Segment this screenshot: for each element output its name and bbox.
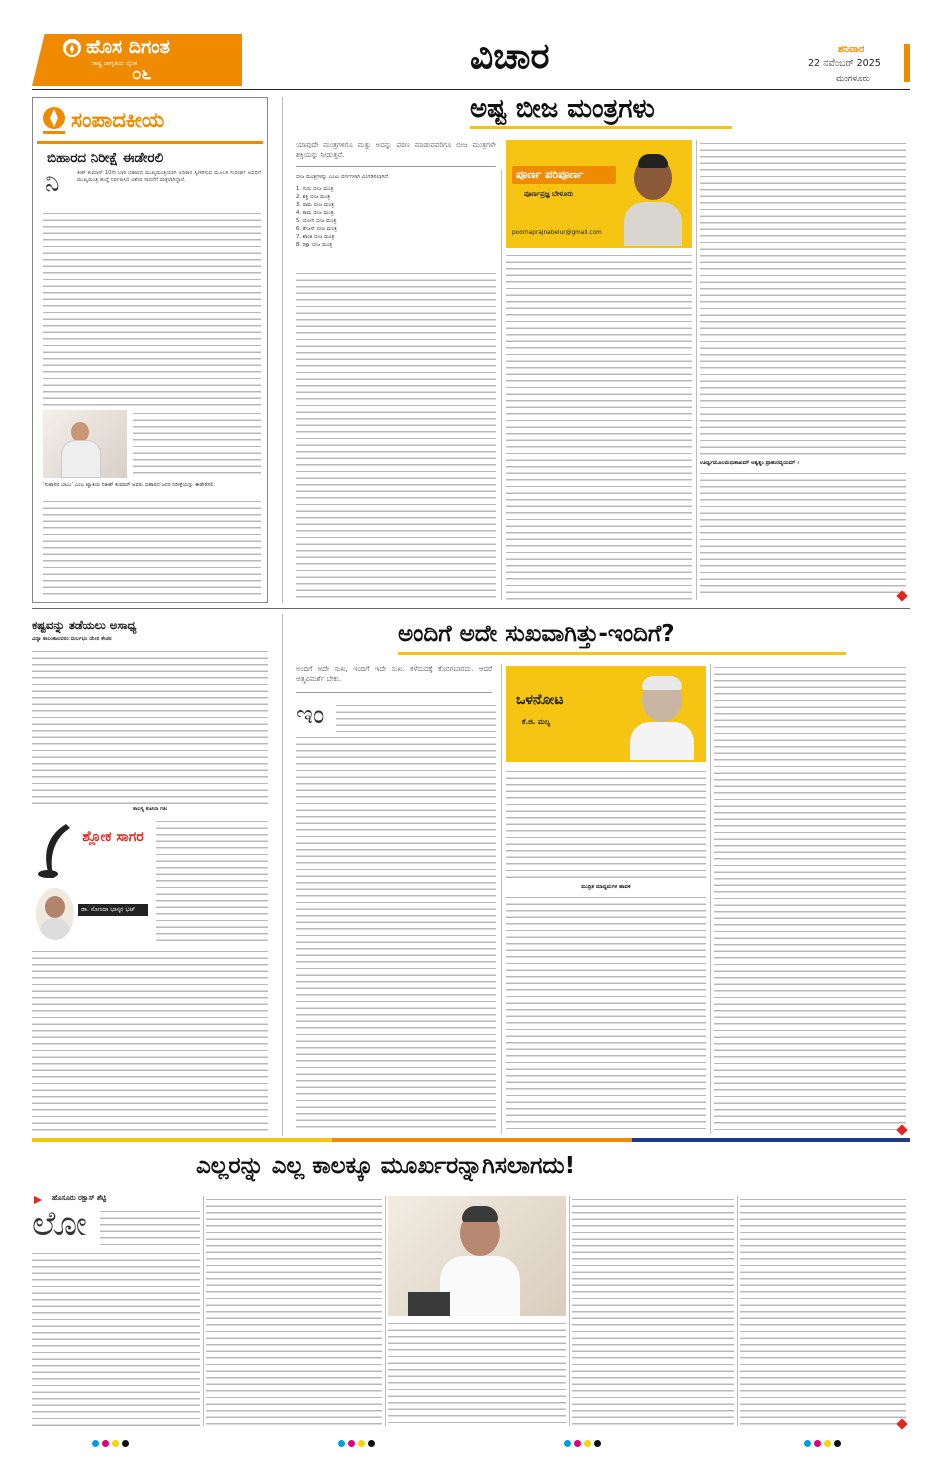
second-article-col3 (714, 664, 906, 1132)
bottom-col4 (572, 1196, 734, 1426)
feather-icon (36, 822, 76, 882)
editorial-dropcap: ನಿ (45, 168, 60, 198)
columnist-author: ಪೂರ್ಣಪ್ರಜ್ಞ ಬೇಳೂರು (524, 190, 574, 198)
section-rule-1 (32, 608, 910, 609)
divider-v5 (501, 664, 502, 1134)
list-item: 4. ಕಾಮ ಬೀಜ ಮಂತ್ರ (296, 210, 334, 216)
second-article-intro: ಅಂದಿಗೆ ಅದೇ ಸುಖ, ಇಂದಿಗೆ ಇದೇ ಸುಖ. ಕಳೆದುದಕ್ಕೆ ಕೊರಗಬಾರದು. ಆದರೆ ಆತ್ಮವಿಮರ್ಶೆ ಬೇಕು. (296, 665, 492, 683)
masthead-city: ಮಂಗಳೂರು (836, 74, 870, 84)
logo-emblem-icon (63, 39, 81, 57)
divider-v2 (501, 170, 502, 600)
divider-v9 (569, 1196, 570, 1426)
registration-marks-right (804, 1440, 864, 1448)
shloka-author-photo (36, 888, 74, 940)
main-article-col3b (700, 470, 906, 594)
logo-text: ಹೊಸ ದಿಗಂತ (86, 36, 170, 58)
editorial-body-2 (43, 498, 261, 598)
divider-v4 (282, 614, 283, 1136)
second-article-col1 (296, 734, 496, 1132)
olanota-column-name: ಒಳನೋಟ (516, 692, 564, 708)
main-article-title-underline (470, 126, 732, 129)
list-item: 1. ಗುರು ಬೀಜ ಮಂತ್ರ (296, 186, 334, 192)
second-article-subheading: ಮುದ್ರಿತ ಮಾಧ್ಯಮಗಳ ಹಾವಳಿ (581, 884, 631, 890)
shloka-column-name: ಶ್ಲೋಕ ಸಾಗರ (82, 829, 144, 845)
list-item: 8. ರಕ್ಷಾ ಬೀಜ ಮಂತ್ರ (296, 242, 333, 248)
columnist-box (506, 140, 692, 248)
editorial-header (37, 102, 263, 144)
olanota-box (506, 666, 706, 762)
main-article-col3 (700, 140, 906, 458)
second-article-dropcap: ಇಂ (296, 700, 325, 730)
intro-rule (296, 166, 496, 167)
columnist-email: poornaprajnabelur@gmail.com (512, 230, 602, 236)
section-title: ವಿಚಾರ (470, 36, 550, 77)
main-article-col1 (296, 270, 496, 600)
bottom-col3 (388, 1320, 566, 1426)
registration-marks-mid (564, 1440, 624, 1448)
olanota-author: ಕೆ.ಜಿ. ಮಲ್ಯ (522, 718, 551, 726)
editorial-quote: ‘ಸುಶಾಸನ ಬಾಬು’ ಎಂಬ ಖ್ಯಾತಿಯ ನಿತೀಶ್ ಕುಮಾರ್ ಅವರು ಬಿಹಾರದ ಜನರ ನಿರೀಕ್ಷೆಯನ್ನು ಈಡೇರಿಸಲಿ. (43, 482, 216, 488)
left-column-body-side (156, 818, 268, 944)
column-name: ಪೂರ್ಣ ಪರಿಪೂರ್ಣ (516, 168, 584, 181)
bija-list (296, 186, 496, 268)
bottom-article-author: ಹೊಸೂರು ರಕ್ಷಾಸ್ ಶೆಟ್ಟಿ (52, 1194, 107, 1202)
masthead-side-bar (904, 44, 910, 82)
editorial-box (32, 97, 268, 603)
logo-tagline: ರಾಷ್ಟ್ರ ಜಾಗೃತಿಯ ದೈನಿಕ (92, 60, 138, 67)
registration-marks-center (338, 1440, 398, 1448)
masthead-rule (32, 89, 910, 90)
second-intro-rule (296, 692, 492, 693)
left-column-body-2 (32, 948, 268, 1134)
divider-v8 (385, 1196, 386, 1426)
divider-v1 (282, 97, 283, 603)
left-column-verse: ಕಾಲಸ್ಯ ಕುಟಿಲಾ ಗತಿಃ (132, 806, 168, 812)
editorial-body-photo-side (133, 410, 261, 478)
editorial-body-1 (43, 210, 261, 408)
bottom-col2 (206, 1196, 382, 1426)
divider-v6 (710, 664, 711, 1134)
color-bar (32, 1138, 910, 1142)
page-number: ೦೬ (132, 64, 152, 84)
masthead-day: ಶನಿವಾರ (838, 44, 865, 55)
second-article-col2-a (506, 768, 706, 882)
bottom-article-dropcap: ಲೋ (32, 1204, 87, 1244)
second-article-title: ಅಂದಿಗೆ ಅದೇ ಸುಖವಾಗಿತ್ತು-ಇಂದಿಗೆ? (398, 621, 675, 647)
author-arrow-icon (34, 1196, 42, 1204)
bottom-article-title: ಎಲ್ಲರನ್ನು ಎಲ್ಲ ಕಾಲಕ್ಕೂ ಮೂರ್ಖರನ್ನಾಗಿಸಲಾಗದು! (196, 1153, 576, 1179)
left-column-headline: ಕಷ್ಟವನ್ನು ತಡೆಯಲು ಅಸಾಧ್ಯ (32, 618, 137, 632)
divider-v3 (696, 140, 697, 600)
bottom-article-photo (388, 1196, 566, 1316)
editorial-headline: ಬಿಹಾರದ ನಿರೀಕ್ಷೆ ಈಡೇರಲಿ (47, 150, 164, 166)
list-item: 3. ರಾಮ ಬೀಜ ಮಂತ್ರ (296, 202, 335, 208)
shloka-box (32, 818, 150, 944)
editorial-emblem-icon (41, 106, 67, 136)
left-column-subhead: ವಿದ್ಯಾ ಕಾಲಂಕಾಲವರಂ ದುರ್ಲಭಂ ಯೇನ ಕೇಚನ (32, 636, 112, 642)
shloka-author: ಡಾ. ಸೋಂದಾ ಭಾಸ್ಕರ ಭಟ್ (78, 904, 148, 916)
second-article-col1-top (336, 702, 496, 732)
list-item: 6. ತೇಜಸ್ ಬೀಜ ಮಂತ್ರ (296, 226, 337, 232)
second-article-title-underline (398, 652, 846, 655)
bottom-col5 (740, 1196, 906, 1426)
second-article-col2-b (506, 894, 706, 1132)
left-column-body-1 (32, 648, 268, 804)
bottom-col1 (32, 1250, 200, 1426)
divider-v7 (203, 1196, 204, 1426)
editorial-photo (43, 410, 127, 478)
main-article-title: ಅಷ್ಟ ಬೀಜ ಮಂತ್ರಗಳು (470, 94, 655, 124)
list-item: 7. ಶಾಂತಿ ಬೀಜ ಮಂತ್ರ (296, 234, 335, 240)
main-article-highlight: ಊರ್ಧ್ವಮೂಲಮಧಃಶಾಖಮ್ ಅಶ್ವತ್ಥಂ ಪ್ರಾಹುರವ್ಯಯಮ್ । (700, 460, 800, 466)
editorial-label: ಸಂಪಾದಕೀಯ (71, 108, 165, 132)
editorial-lead: ತೀಶ್ ಕುಮಾರ್ 10ನೇ ಬಾರಿ ಬಿಹಾರದ ಮುಖ್ಯಮಂತ್ರಿಯಾಗಿ ಅಧಿಕಾರ ಸ್ವೀಕರಿಸುವ ಮೂಲಕ ಸುದೀರ್ಘ ಅವಧಿಗೆ ಮುಖ್ಯಮಂತ್ರಿ ಹುದ್ದೆ ನಿರ್ವಹಿಸಿದ ವಿಶೇಷ ಸಾಧನೆಗೆ ಪಾತ್ರರಾಗಿದ್ದಾರೆ. (77, 170, 261, 183)
main-article-col2 (506, 252, 692, 600)
bottom-col1-top (100, 1208, 200, 1248)
masthead-date: 22 ನವೆಂಬರ್ 2025 (808, 58, 881, 69)
columnist-photo (618, 148, 688, 246)
olanota-photo (624, 670, 700, 760)
list-item: 2. ಶಕ್ತಿ ಬೀಜ ಮಂತ್ರ (296, 194, 331, 200)
list-heading: ಬೀಜ ಮಂತ್ರಗಳನ್ನು ಎಂಟು ವರ್ಗಗಳಾಗಿ ವಿಂಗಡಿಸಲಾಗಿದೆ. (296, 174, 390, 180)
divider-v10 (737, 1196, 738, 1426)
main-article-intro: ಯಾವುದೇ ಮಂತ್ರಗಳಿಗೂ ಮತ್ತು ಅದನ್ನು ಪಠಣ ಮಾಡುವವರಿಗೂ ಬೀಜ ಮಂತ್ರಗಳೇ ಶಕ್ತಿಯನ್ನು ನೀಡುತ್ತವೆ. (296, 141, 496, 159)
list-item: 5. ಯೋಗ ಬೀಜ ಮಂತ್ರ (296, 218, 337, 224)
registration-marks-left (92, 1440, 152, 1448)
masthead (0, 0, 945, 90)
